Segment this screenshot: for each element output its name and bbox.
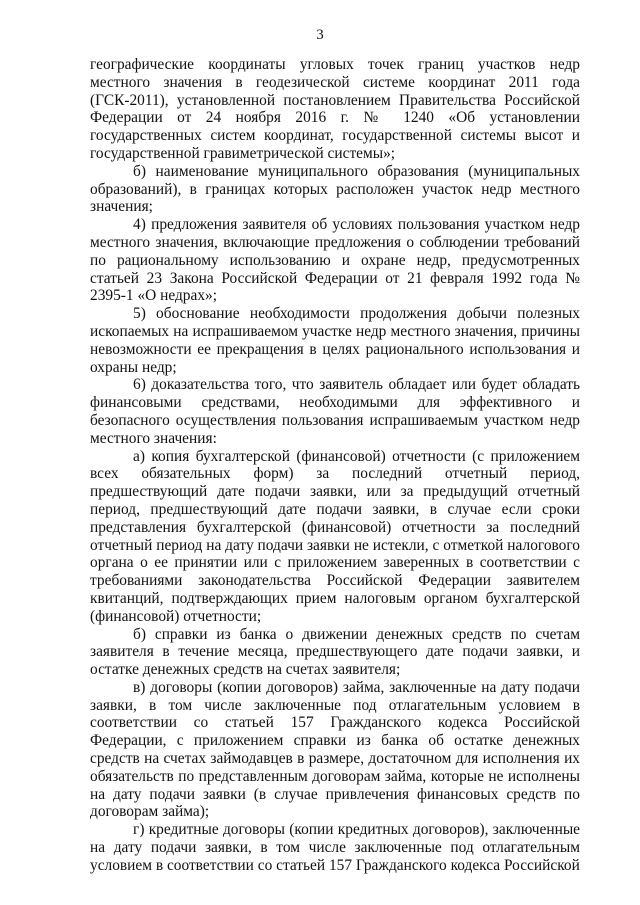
paragraph-subitem-b-bank-statements: б) справки из банка о движении денежных средств по счетам заявителя в течение месяца, предшествующего дате подачи заявки, и остатке денежных средств на счетах заявителя; bbox=[90, 625, 580, 679]
paragraph-item-4-proposals: 4) предложения заявителя об условиях пользования участком недр местного значения, включающие предложения о соблюдении требований по рациональному использованию и охране недр, предусмотренных статьей 23 Закона Российской Федерации от 21 февраля 1992 года № 2395-1 «О недрах»; bbox=[90, 216, 580, 305]
paragraph-subitem-a-financial-statements: а) копия бухгалтерской (финансовой) отчетности (с приложением всех обязательных форм) за последний отчетный период, предшествующий дате подачи заявки, или за предыдущий отчетный период, предшествующий дате подачи заявки, в случае если сроки представления бухгалтерской (финансовой) отчетности за последний отчетный период на дату подачи заявки не истекли, с отметкой налогового органа о ее принятии или с приложением заверенных в соответствии с требованиями законодательства Российской Федерации заявителем квитанций, подтверждающих прием налоговым органом бухгалтерской (финансовой) отчетности; bbox=[90, 447, 580, 625]
paragraph-item-5-justification: 5) обоснование необходимости продолжения добычи полезных ископаемых на испрашиваемом участке недр местного значения, причины невозможности ее прекращения в целях рационального использования и охраны недр; bbox=[90, 305, 580, 376]
paragraph-municipality-name: б) наименование муниципального образования (муниципальных образований), в границах которых расположен участок недр местного значения; bbox=[90, 162, 580, 216]
body-text bbox=[90, 56, 580, 875]
page-number: 3 bbox=[316, 27, 324, 43]
paragraph-coordinates-continuation: географические координаты угловых точек границ участков недр местного значения в геодезической системе координат 2011 года (ГСК-2011), установленной постановлением Правительства Российской Федерации от 24 ноября 2016 г. № 1240 «Об установлении государственных систем координат, государственной системы высот и государственной гравиметрической системы»; bbox=[90, 56, 580, 162]
paragraph-subitem-v-loan-agreements: в) договоры (копии договоров) займа, заключенные на дату подачи заявки, в том числе заключенные под отлагательным условием в соответствии со статьей 157 Гражданского кодекса Российской Федерации, с приложением справки из банка об остатке денежных средств на счетах займодавцев в размере, достаточном для исполнения их обязательств по представленным договорам займа, которые не исполнены на дату подачи заявки (в случае привлечения финансовых средств по договорам займа); bbox=[90, 678, 580, 821]
paragraph-subitem-g-credit-agreements: г) кредитные договоры (копии кредитных договоров), заключенные на дату подачи заявки, в том числе заключенные под отлагательным условием в соответствии со статьей 157 Гражданского кодекса Российской bbox=[90, 821, 580, 874]
paragraph-item-6-evidence: 6) доказательства того, что заявитель обладает или будет обладать финансовыми средствами, необходимыми для эффективного и безопасного осуществления пользования испрашиваемым участком недр местного значения: bbox=[90, 376, 580, 447]
